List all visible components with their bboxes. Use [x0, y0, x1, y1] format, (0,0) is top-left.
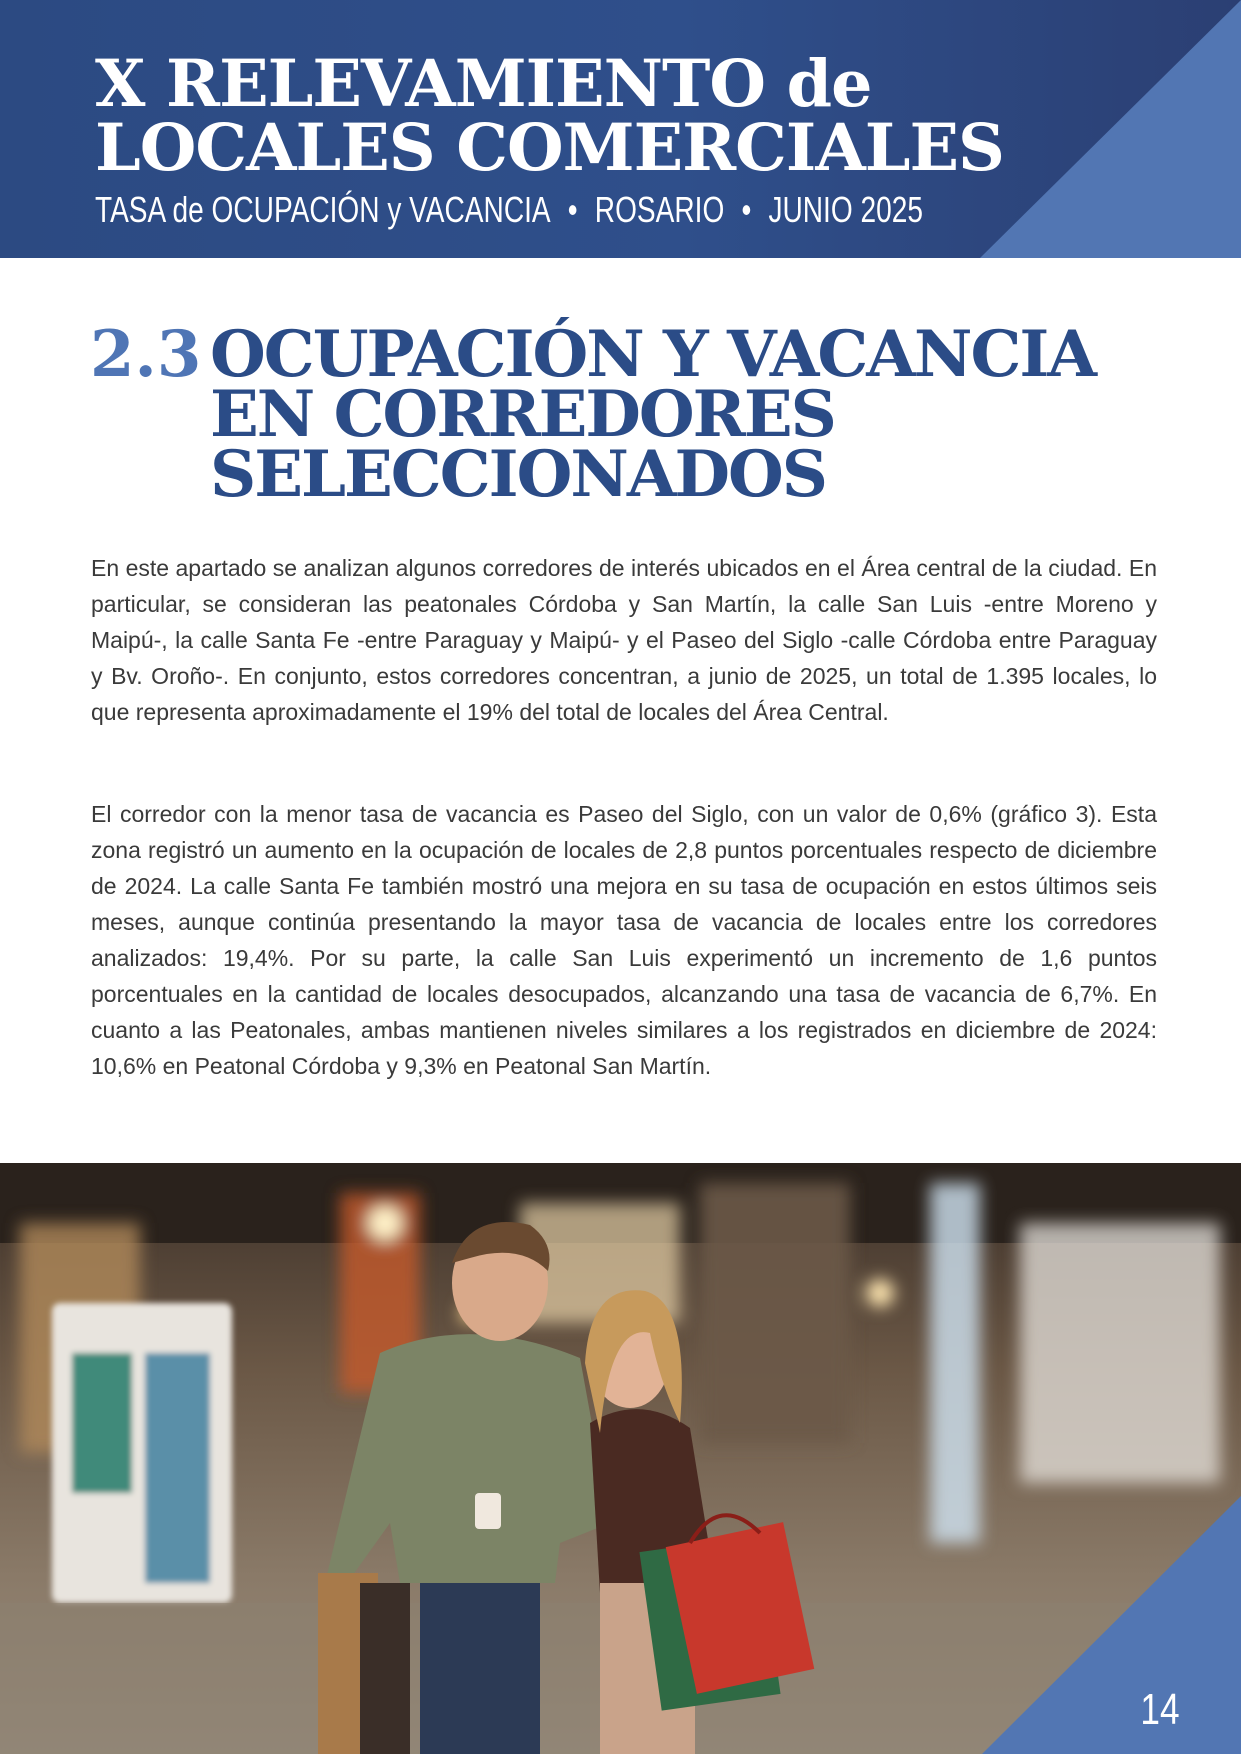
subtitle-bullet: •	[567, 189, 578, 230]
page-header	[0, 0, 1241, 258]
section-title: OCUPACIÓN Y VACANCIA EN CORREDORES SELECCIONADOS	[210, 317, 1095, 512]
section-heading	[90, 317, 1170, 512]
subtitle-bullet: •	[741, 189, 752, 230]
header-triangle-decoration	[980, 0, 1241, 258]
subtitle-topic: TASA de OCUPACIÓN y VACANCIA	[95, 189, 551, 230]
section-number: 2.3	[90, 317, 202, 392]
report-title-line1: X RELEVAMIENTO de	[95, 46, 872, 122]
report-title	[95, 46, 1004, 186]
kiosk	[52, 1303, 232, 1603]
page-number: 14	[1140, 1685, 1180, 1734]
subtitle-city: ROSARIO	[594, 189, 725, 230]
shopping-couple-photo	[0, 1163, 1241, 1754]
subtitle-date: JUNIO 2025	[768, 189, 923, 230]
paragraph-intro: En este apartado se analizan algunos corredores de interés ubicados en el Área central de la ciudad. En particular, se consideran las peatonales Córdoba y San Martín, la calle San Luis -entre Moreno y Maipú-, la calle Santa Fe -entre Paraguay y Maipú- y el Paseo del Siglo -calle Córdoba entre Paraguay y Bv. Oroño-. En conjunto, estos corredores concentran, a junio de 2025, un total de 1.395 locales, lo que representa aproximadamente el 19% del total de locales del Área Central.	[91, 555, 1157, 725]
report-title-line2: LOCALES COMERCIALES	[95, 110, 1004, 186]
report-subtitle	[95, 190, 923, 230]
photo-illustration	[0, 1163, 1241, 1754]
paragraph-analysis: El corredor con la menor tasa de vacancia es Paseo del Siglo, con un valor de 0,6% (gráfico 3). Esta zona registró un aumento en la ocupación de locales de 2,8 puntos porcentuales respecto de diciembre de 2024. La calle Santa Fe también mostró una mejora en su tasa de ocupación en estos últimos seis meses, aunque continúa presentando la mayor tasa de vacancia de locales entre los corredores analizados: 19,4%. Por su parte, la calle San Luis experimentó un incremento de 1,6 puntos porcentuales en la cantidad de locales desocupados, alcanzando una tasa de vacancia de 6,7%. En cuanto a las Peatonales, ambas mantienen niveles similares a los registrados en diciembre de 2024: 10,6% en Peatonal Córdoba y 9,3% en Peatonal San Martín.	[91, 801, 1157, 1079]
